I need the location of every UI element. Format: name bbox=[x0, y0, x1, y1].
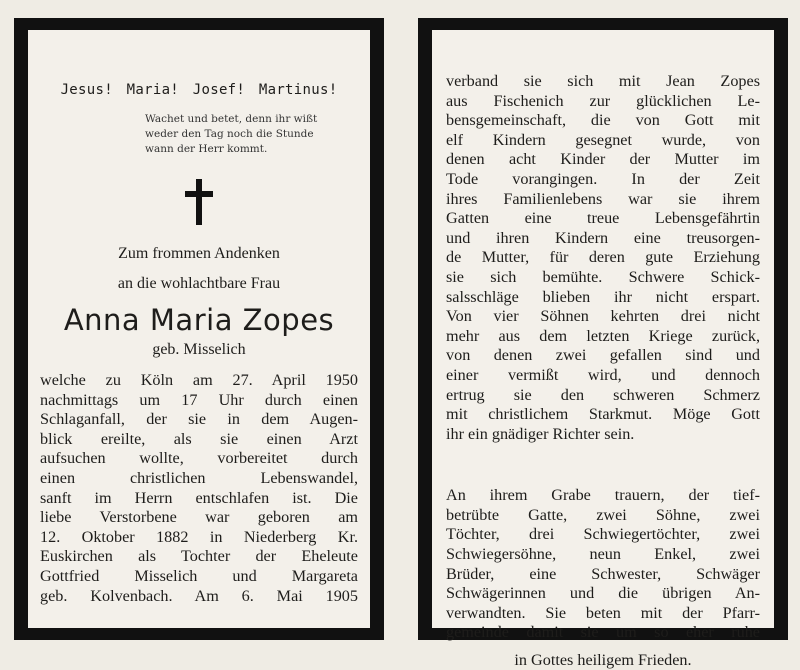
text-line: 12. Oktober 1882 in Niederberg Kr. bbox=[40, 527, 358, 546]
text-line: bensgemeinschaft, die von Gott mit bbox=[446, 111, 760, 130]
text-line: Schwiegersöhne, neun Enkel, zwei bbox=[446, 545, 760, 564]
text-line: Töchter, drei Schwiegertöchter, zwei bbox=[446, 525, 760, 544]
text-line: ihr ein gnädiger Richter sein. bbox=[446, 424, 635, 443]
text-line: sanft im Herrn entschlafen ist. Die bbox=[40, 488, 358, 507]
memoriam-line-1: Zum frommen Andenken bbox=[118, 245, 280, 262]
text-line: liebe Verstorbene war geboren am bbox=[40, 508, 358, 527]
text-line: blick ereilte, als sie einen Arzt bbox=[40, 429, 358, 448]
text-line: Schwägerinnen und die übrigen An- bbox=[446, 584, 760, 603]
text-line: Von vier Söhnen kehrten drei nicht bbox=[446, 307, 760, 326]
text-line: und ihren Kindern eine treusorgen- bbox=[446, 228, 760, 247]
memoriam-line-2: an die wohlachtbare Frau bbox=[117, 275, 281, 292]
text-line: sie sich bemühte. Schwere Schick- bbox=[446, 267, 760, 286]
text-line: geb. Kolvenbach. Am 6. Mai 1905 bbox=[40, 586, 358, 605]
text-line: de Mutter, für deren gute Erziehung bbox=[446, 248, 760, 267]
text-line: mehr aus dem letzten Kriege zurück, bbox=[446, 326, 760, 345]
text-line: Gottfried Misselich und Margareta bbox=[40, 566, 358, 585]
left-panel bbox=[28, 30, 370, 628]
motto-line: wann der Herr kommt. bbox=[145, 143, 268, 155]
text-line: einer vermißt wird, und dennoch bbox=[446, 365, 760, 384]
text-line: mit christlichem Starkmut. Möge Gott bbox=[446, 405, 760, 424]
text-line: nachmittags um 17 Uhr durch einen bbox=[40, 390, 358, 409]
invocation: Jesus! Maria! Josef! Martinus! bbox=[60, 82, 338, 98]
text-line: aus Fischenich zur glücklichen Le- bbox=[446, 91, 760, 110]
motto-line: Wachet und betet, denn ihr wißt bbox=[145, 113, 318, 125]
right-body-text bbox=[446, 72, 760, 444]
right-panel bbox=[432, 30, 774, 670]
left-card bbox=[14, 18, 384, 640]
text-line: Gatten eine treue Lebensgefährtin bbox=[446, 209, 760, 228]
motto-line: weder den Tag noch die Stunde bbox=[145, 128, 314, 140]
right-body-text-2 bbox=[446, 486, 760, 643]
text-line: gemeinde damit sie um so eher ruhe bbox=[446, 623, 760, 642]
text-line: Tode vorangingen. In der Zeit bbox=[446, 169, 760, 188]
text-line: betrübte Gatte, zwei Söhne, zwei bbox=[446, 505, 760, 524]
text-line: einen christlichen Lebenswandel, bbox=[40, 468, 358, 487]
text-line: Euskirchen als Tochter der Eheleute bbox=[40, 547, 358, 566]
right-card bbox=[418, 18, 788, 670]
deceased-name: Anna Maria Zopes bbox=[63, 303, 335, 337]
text-line: Brüder, eine Schwester, Schwäger bbox=[446, 564, 760, 583]
left-body-text bbox=[40, 371, 358, 606]
text-line: elf Kindern gesegnet wurde, von bbox=[446, 130, 760, 149]
closing-line: in Gottes heiligem Frieden. bbox=[514, 651, 692, 670]
text-line: denen acht Kinder der Mutter im bbox=[446, 150, 760, 169]
text-line: aufsuchen wollte, vorbereitet durch bbox=[40, 449, 358, 468]
text-line: welche zu Köln am 27. April 1950 bbox=[40, 371, 358, 389]
text-line: ihres Familienlebens war sie ihrem bbox=[446, 189, 760, 208]
text-line: ertrug sie den schweren Schmerz bbox=[446, 385, 760, 404]
text-line: verband sie sich mit Jean Zopes bbox=[446, 72, 760, 90]
motto bbox=[145, 112, 358, 157]
text-line: An ihrem Grabe trauern, der tief- bbox=[446, 486, 760, 505]
text-line: von denen zwei gefallen sind und bbox=[446, 346, 760, 365]
maiden-name: geb. Misselich bbox=[152, 341, 246, 358]
cross-icon bbox=[185, 179, 213, 225]
text-line: salsschläge blieben ihr nicht erspart. bbox=[446, 287, 760, 306]
text-line: Schlaganfall, der sie in dem Augen- bbox=[40, 410, 358, 429]
text-line: verwandten. Sie beten mit der Pfarr- bbox=[446, 603, 760, 622]
